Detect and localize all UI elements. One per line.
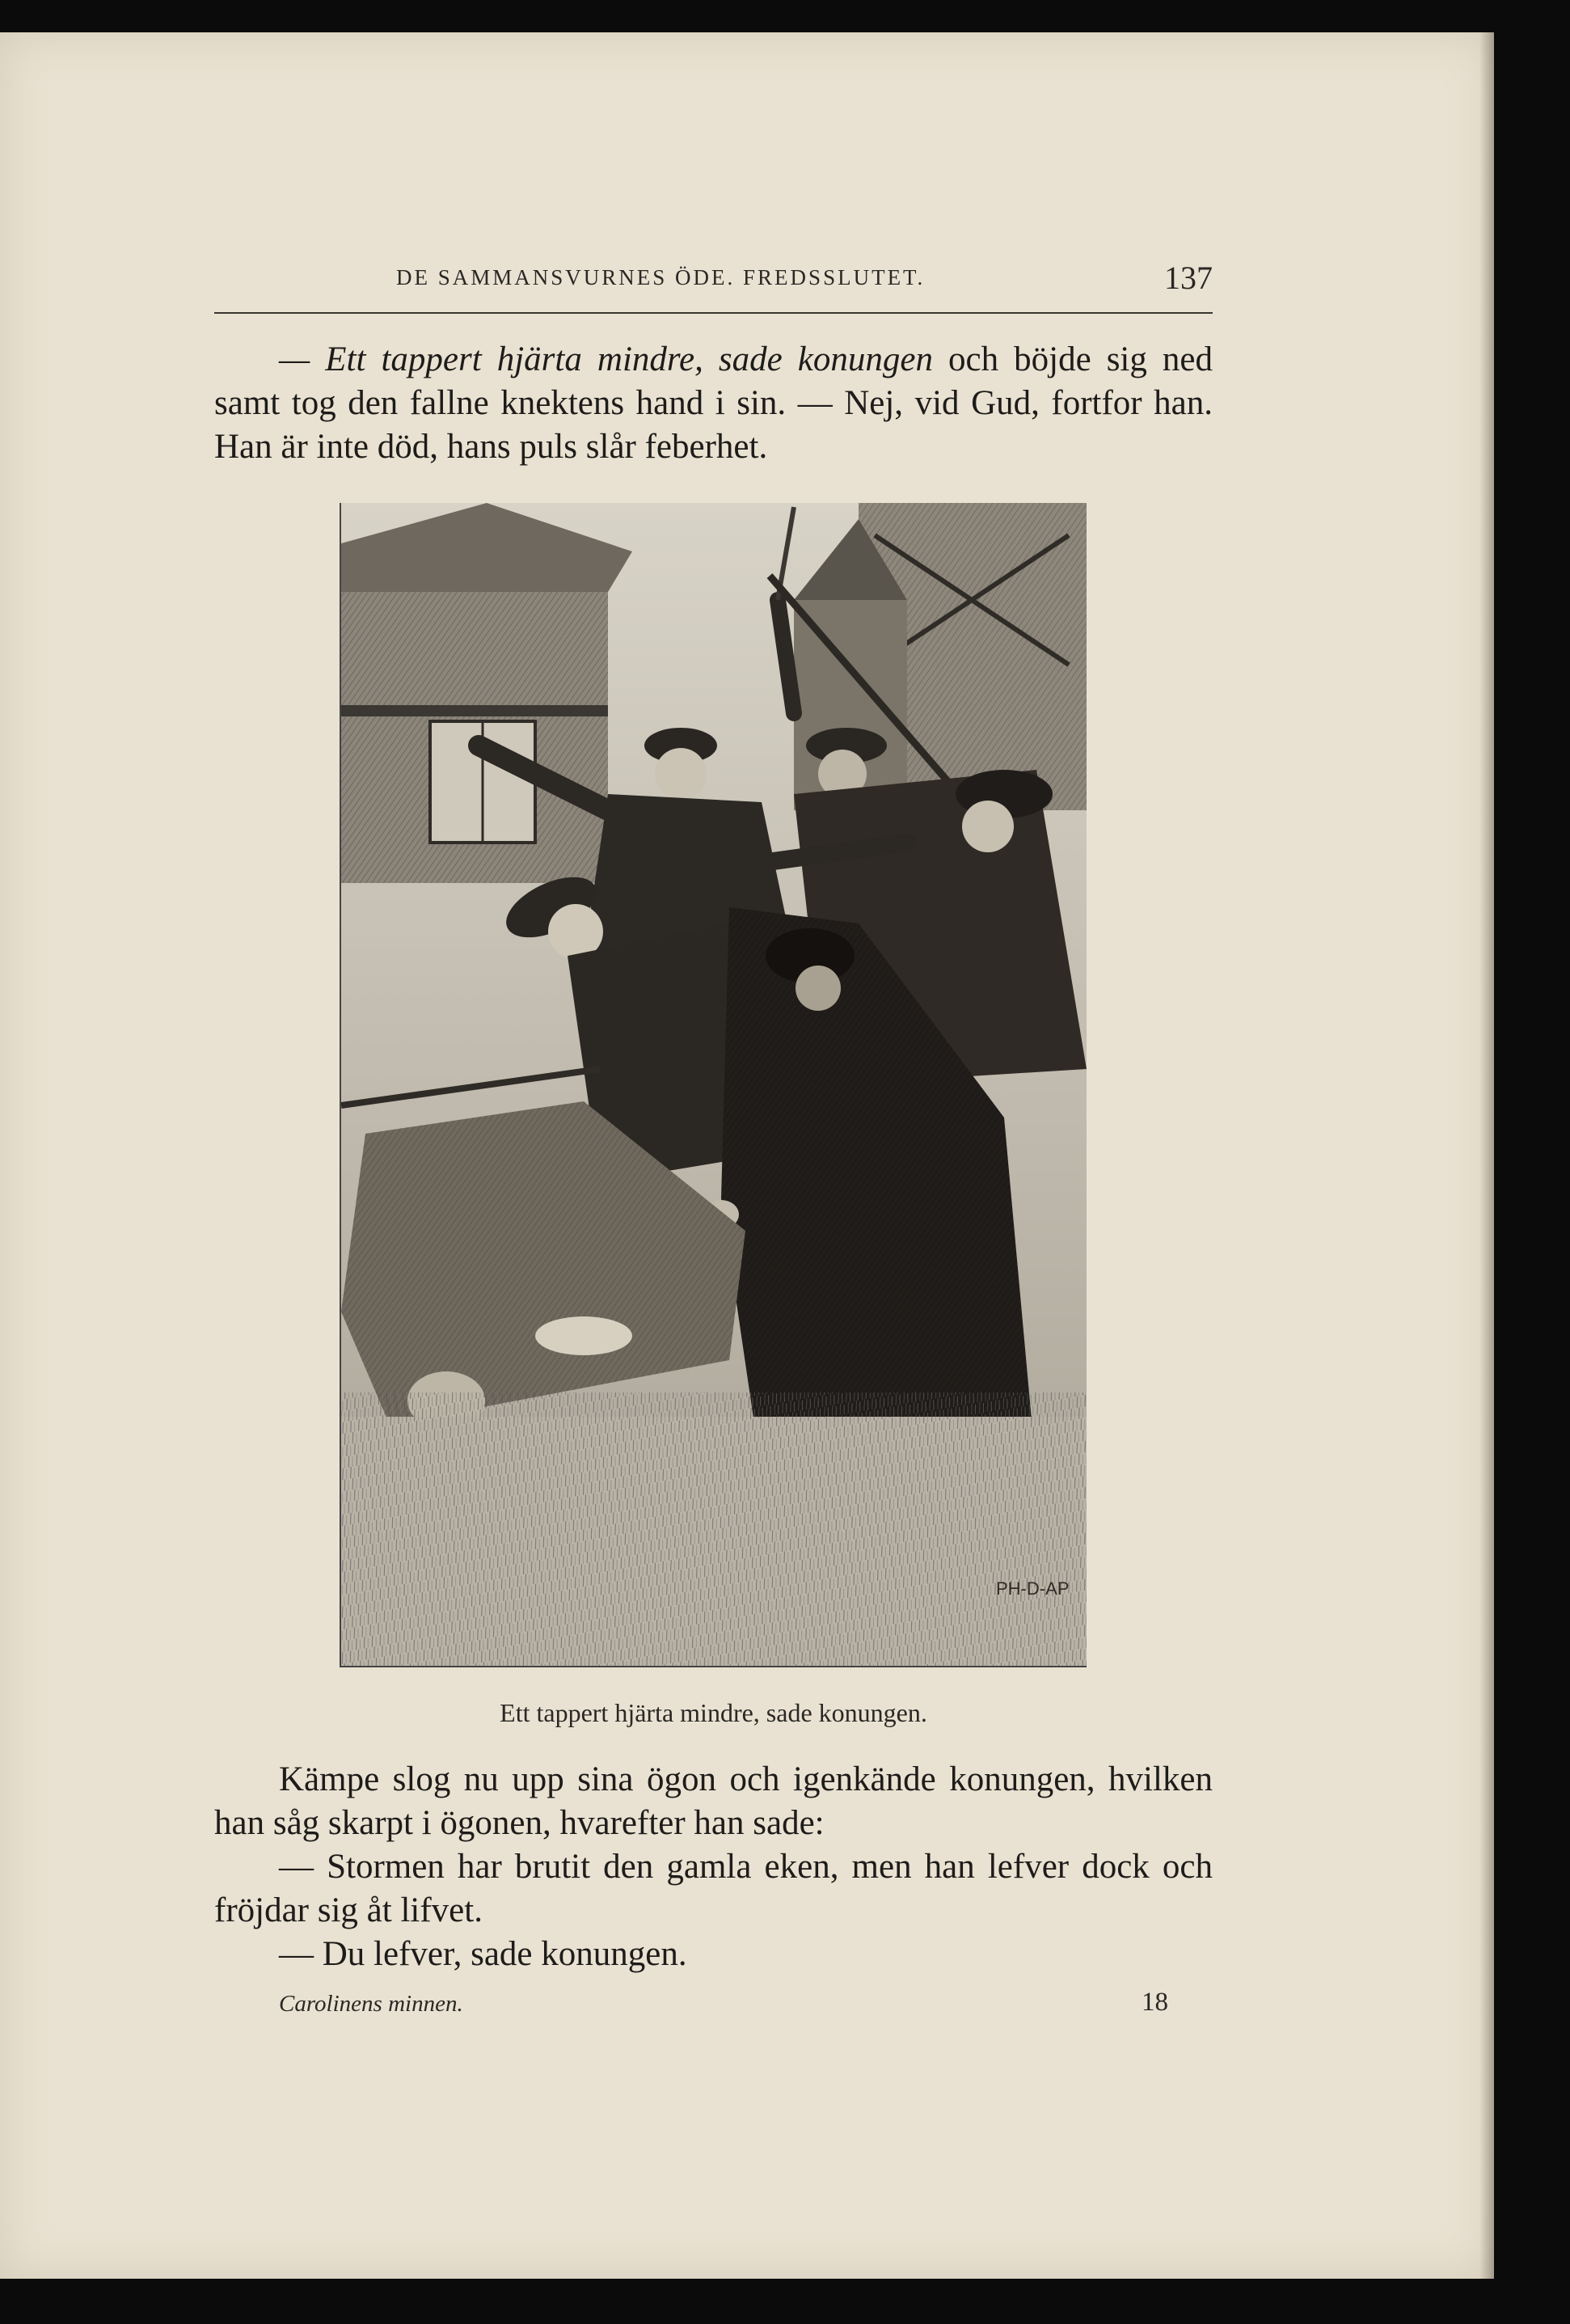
illustration-caption: Ett tappert hjärta mindre, sade konungen. [500, 1698, 927, 1727]
running-head [214, 235, 1213, 314]
running-head-title: DE SAMMANSVURNES ÖDE. FREDSSLUTET. [396, 265, 926, 289]
page-footer [279, 1988, 1168, 2031]
engraving-illustration [340, 503, 1087, 1667]
top-paragraph [214, 338, 1213, 469]
paragraph-du-lefver: — Du lefver, sade konungen. [279, 1935, 687, 1973]
bottom-paragraphs [214, 1758, 1213, 1976]
grass-texture [341, 1392, 1087, 1666]
italic-quote: — Ett tappert hjärta mindre, sade konungen [279, 340, 933, 378]
paragraph-continuation: och böjde sig ned samt tog den fallne knektens hand i sin. — Nej, vid Gud, fortfor han. Han är inte död, hans puls slår feberhet. [214, 340, 1213, 466]
page-number: 137 [1164, 260, 1213, 296]
footer-signature-number: 18 [1142, 1988, 1168, 2017]
paragraph-dialogue [214, 338, 1213, 469]
paragraph-stormen: — Stormen har brutit den gamla eken, men han lefver dock och fröjdar sig åt lifvet. [214, 1848, 1213, 1929]
battle-scene-engraving [341, 503, 1087, 1666]
timber-house-left [341, 503, 632, 883]
artist-signature: PH-D-AP [996, 1578, 1070, 1599]
paragraph-kampe: Kämpe slog nu upp sina ögon och igenkände konungen, hvilken han såg skarpt i ögonen, hvarefter han sade: [214, 1760, 1213, 1842]
book-page [0, 32, 1494, 2279]
footer-book-title: Carolinens minnen. [279, 1991, 463, 2017]
